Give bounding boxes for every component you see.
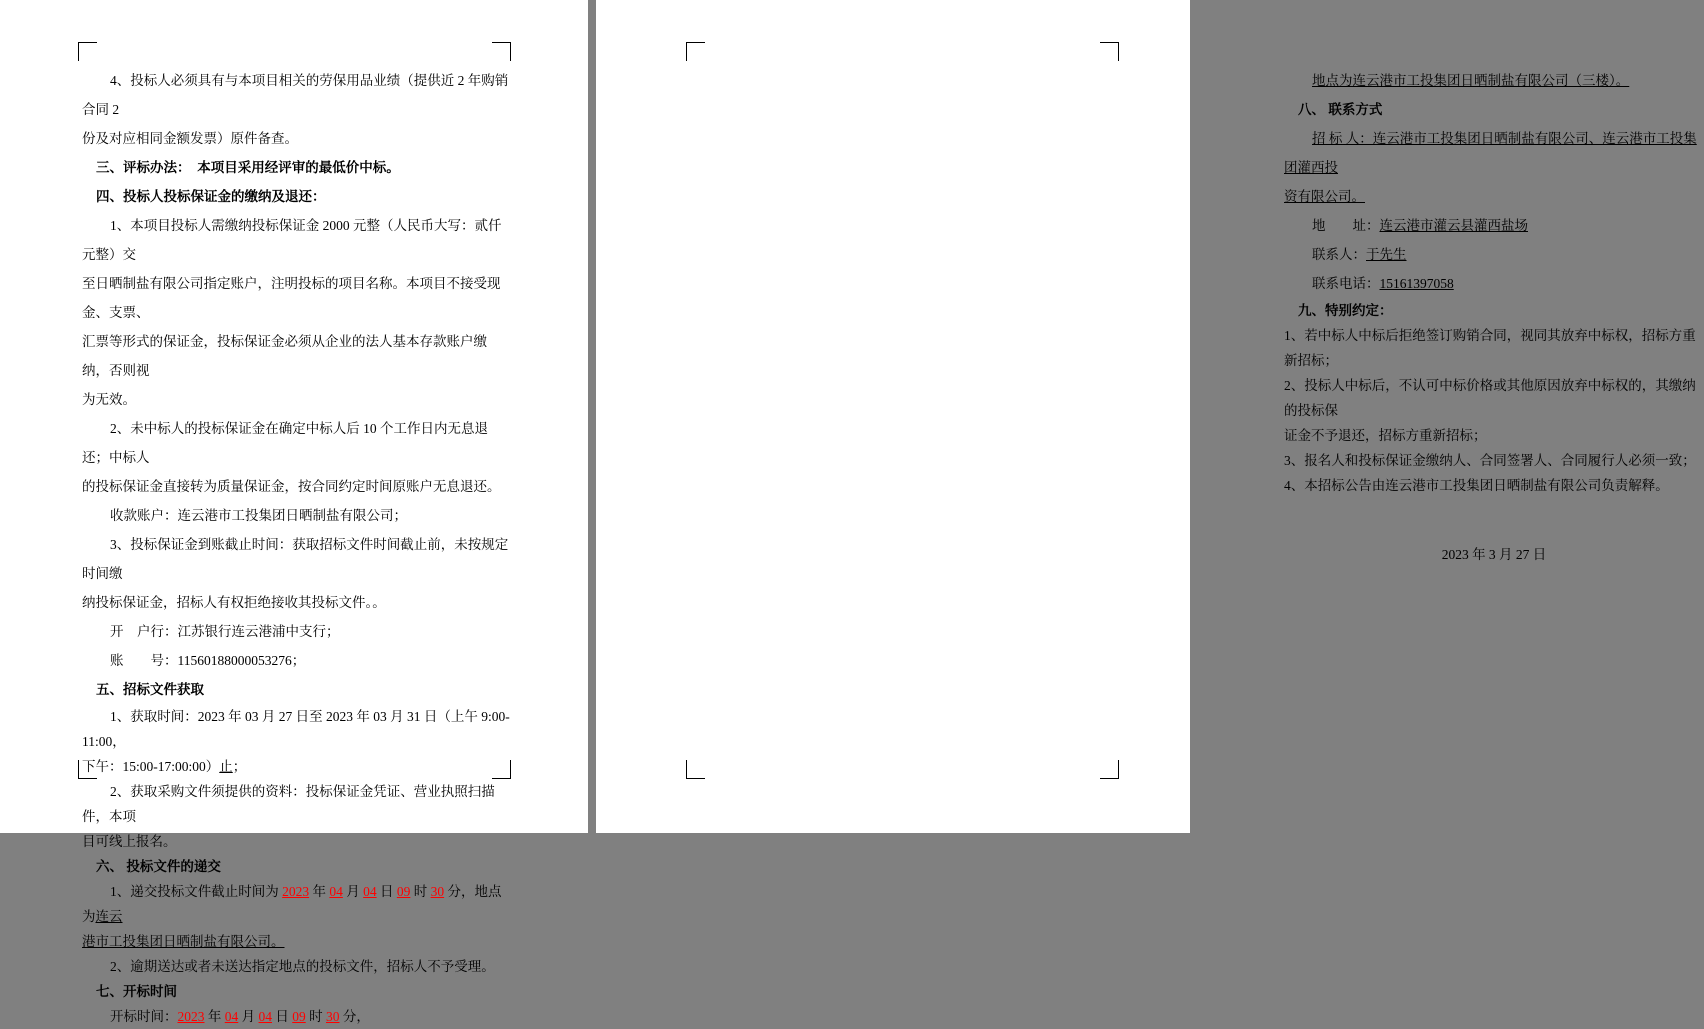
paragraph: 纳投标保证金，招标人有权拒绝接收其投标文件。。	[82, 595, 386, 610]
paragraph: 为无效。	[82, 392, 136, 407]
paragraph: 2、获取采购文件须提供的资料：投标保证金凭证、营业执照扫描件，本项	[82, 784, 495, 824]
crop-mark-top-left	[686, 42, 705, 61]
paragraph-contact-person	[1284, 240, 1704, 269]
document-page-right	[596, 0, 1697, 833]
paragraph: 1、若中标人中标后拒绝签订购销合同，视同其放弃中标权，招标方重新招标；	[1284, 328, 1696, 368]
paragraph-text: 招 标 人：连云港市工投集团日晒制盐有限公司、连云港市工投集团灌西投	[1284, 131, 1697, 175]
paragraph: 2、投标人中标后，不认可中标价格或其他原因放弃中标权的，其缴纳的投标保	[1284, 378, 1696, 418]
paragraph-address	[1284, 211, 1704, 240]
page-left-text-body	[82, 66, 510, 1029]
paragraph: 4、本招标公告由连云港市工投集团日晒制盐有限公司负责解释。	[1284, 478, 1669, 493]
section-heading-8: 八、 联系方式	[1298, 102, 1383, 117]
paragraph: 目可线上报名。	[82, 834, 177, 849]
paragraph: 账 号：11560188000053276；	[110, 653, 306, 668]
paragraph-text: 联系电话：15161397058	[1312, 276, 1454, 291]
paragraph-text: 地点为连云港市工投集团日晒制盐有限公司（三楼）。	[1312, 73, 1630, 88]
page-right-text-body	[1284, 66, 1704, 569]
paragraph-bid-opening-time	[82, 1004, 510, 1029]
paragraph: 证金不予退还，招标方重新招标；	[1284, 428, 1487, 443]
paragraph: 1、本项目投标人需缴纳投标保证金 2000 元整（人民币大写：贰仟元整）交	[82, 218, 502, 262]
paragraph: 至日晒制盐有限公司指定账户，注明投标的项目名称。本项目不接受现金、支票、	[82, 276, 501, 320]
section-heading-6: 六、 投标文件的递交	[96, 859, 221, 874]
paragraph: 收款账户：连云港市工投集团日晒制盐有限公司；	[110, 508, 407, 523]
crop-mark-top-left	[78, 42, 97, 61]
paragraph: 2、逾期送达或者未送达指定地点的投标文件，招标人不予受理。	[110, 959, 495, 974]
document-page-left	[0, 0, 588, 1024]
section-heading-4: 四、投标人投标保证金的缴纳及退还：	[96, 189, 326, 204]
section-heading-9: 九、特别约定：	[1298, 303, 1393, 318]
paragraph: 3、投标保证金到账截止时间：获取招标文件时间截止前，未按规定时间缴	[82, 537, 509, 581]
paragraph-text: 下午：15:00-17:00:00）止；	[82, 759, 247, 774]
crop-mark-bottom-left	[686, 760, 705, 779]
paragraph: 汇票等形式的保证金，投标保证金必须从企业的法人基本存款账户缴纳，否则视	[82, 334, 487, 378]
paragraph: 份及对应相同金额发票）原件备查。	[82, 131, 298, 146]
paragraph-with-underline	[82, 754, 510, 779]
paragraph: 的投标保证金直接转为质量保证金，按合同约定时间原账户无息退还。	[82, 479, 501, 494]
paragraph-text: 地 址：连云港市灌云县灌西盐场	[1312, 218, 1528, 233]
section-heading-3: 三、评标办法： 本项目采用经评审的最低价中标。	[96, 160, 400, 175]
section-heading-5: 五、招标文件获取	[96, 682, 204, 697]
paragraph: 3、报名人和投标保证金缴纳人、合同签署人、合同履行人必须一致；	[1284, 453, 1696, 468]
paragraph-opening-location	[1284, 66, 1704, 95]
paragraph-text: 联系人：于先生	[1312, 247, 1407, 262]
paragraph-text: 开标时间：2023 年 04 月 04 日 09 时 30 分，	[110, 1009, 370, 1024]
crop-mark-top-right	[1100, 42, 1119, 61]
crop-mark-bottom-right	[1100, 760, 1119, 779]
paragraph: 开 户行：江苏银行连云港浦中支行；	[110, 624, 340, 639]
paragraph: 2、未中标人的投标保证金在确定中标人后 10 个工作日内无息退还；中标人	[82, 421, 488, 465]
paragraph-text: 1、递交投标文件截止时间为 2023 年 04 月 04 日 09 时 30 分，地点为连云	[82, 884, 502, 924]
paragraph-tenderee-cont	[1284, 182, 1704, 211]
crop-mark-top-right	[492, 42, 511, 61]
paragraph: 1、获取时间：2023 年 03 月 27 日至 2023 年 03 月 31 日（上午 9:00-11:00，	[82, 709, 510, 749]
paragraph: 4、投标人必须具有与本项目相关的劳保用品业绩（提供近 2 年购销合同 2	[82, 73, 509, 117]
section-heading-7: 七、开标时间	[96, 984, 177, 999]
paragraph-text: 港市工投集团日晒制盐有限公司。	[82, 934, 285, 949]
document-date: 2023 年 3 月 27 日	[1441, 547, 1547, 562]
paragraph-text: 资有限公司。	[1284, 189, 1365, 204]
paragraph-submission-deadline	[82, 879, 510, 929]
page-gutter	[588, 0, 596, 833]
paragraph-contact-phone	[1284, 269, 1704, 298]
paragraph-tenderee	[1284, 124, 1704, 182]
paragraph-submission-location	[82, 929, 510, 954]
